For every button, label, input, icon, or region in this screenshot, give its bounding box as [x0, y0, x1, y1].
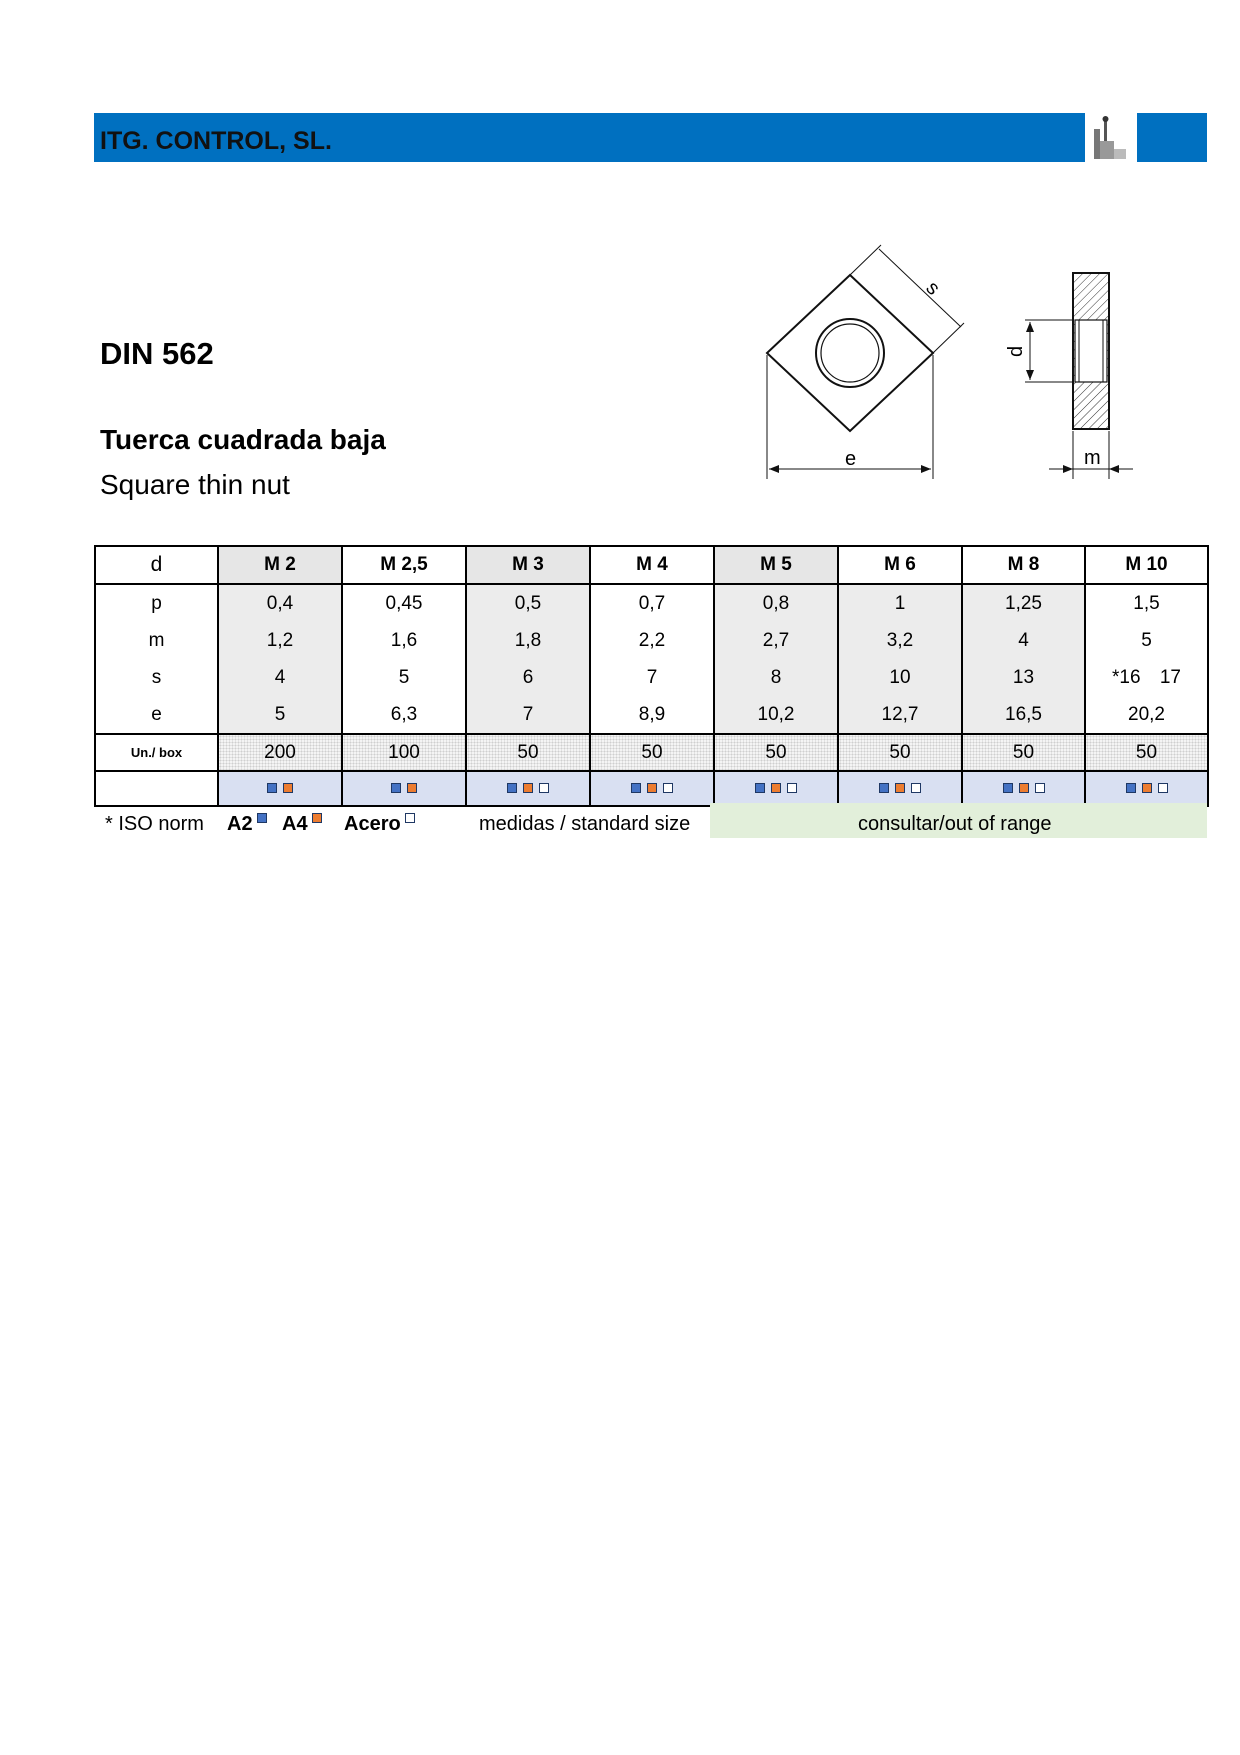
product-name-english: Square thin nut	[100, 469, 290, 500]
table-cell: 20,2	[1085, 696, 1208, 734]
table-cell: 0,7	[590, 584, 714, 622]
table-cell: 8	[714, 659, 838, 696]
table-cell: 5	[218, 696, 342, 734]
width-across-flats-row	[95, 659, 1208, 696]
table-cell: 5	[1085, 622, 1208, 659]
acero-square-icon	[911, 783, 921, 793]
legend-a4-label: A4	[282, 813, 308, 835]
table-cell: 3,2	[838, 622, 962, 659]
a2-square-icon	[755, 783, 765, 793]
row-label-empty	[95, 771, 218, 806]
table-cell: 8,9	[590, 696, 714, 734]
out-of-range-label: consultar/out of range	[858, 813, 1052, 835]
table-cell: 0,8	[714, 584, 838, 622]
table-cell: 13	[962, 659, 1085, 696]
table-cell: 2,7	[714, 622, 838, 659]
row-label-m: m	[95, 622, 218, 659]
table-cell: 0,5	[466, 584, 590, 622]
table-cell: 1,2	[218, 622, 342, 659]
a4-square-icon	[1019, 783, 1029, 793]
a4-square-icon	[647, 783, 657, 793]
table-cell: 50	[590, 734, 714, 771]
table-cell: 4	[218, 659, 342, 696]
table-cell: 1,8	[466, 622, 590, 659]
a2-square-icon	[507, 783, 517, 793]
dimension-m-label: m	[1084, 447, 1101, 469]
table-cell: 6,3	[342, 696, 466, 734]
table-cell: 10	[838, 659, 962, 696]
table-cell: 16,5	[962, 696, 1085, 734]
table-cell: 50	[1085, 734, 1208, 771]
materials-cell	[218, 771, 342, 806]
a4-square-icon	[283, 783, 293, 793]
size-header-row	[95, 546, 1208, 584]
row-label-d: d	[95, 546, 218, 584]
acero-square-icon	[787, 783, 797, 793]
a4-square-icon	[1142, 783, 1152, 793]
table-cell: 6	[466, 659, 590, 696]
a2-square-icon	[1003, 783, 1013, 793]
a4-square-icon	[523, 783, 533, 793]
materials-cell	[1085, 771, 1208, 806]
iso-value: *16	[1112, 667, 1141, 688]
table-cell: 1,6	[342, 622, 466, 659]
row-label-s: s	[95, 659, 218, 696]
size-header: M 2,5	[342, 546, 466, 584]
product-name-spanish: Tuerca cuadrada baja	[100, 424, 386, 455]
a2-square-icon	[257, 813, 267, 823]
a2-square-icon	[1126, 783, 1136, 793]
company-header-bar	[94, 113, 1207, 162]
row-label-box: Un./ box	[95, 734, 218, 771]
materials-cell	[342, 771, 466, 806]
acero-square-icon	[539, 783, 549, 793]
row-label-e: e	[95, 696, 218, 734]
table-cell: 1,25	[962, 584, 1085, 622]
table-cell: 1	[838, 584, 962, 622]
materials-cell	[466, 771, 590, 806]
din-value: 17	[1159, 667, 1181, 688]
table-cell: 50	[838, 734, 962, 771]
a4-square-icon	[771, 783, 781, 793]
size-header: M 6	[838, 546, 962, 584]
a4-square-icon	[312, 813, 322, 823]
table-cell: 0,4	[218, 584, 342, 622]
row-label-p: p	[95, 584, 218, 622]
legend-a4	[282, 813, 325, 836]
a2-square-icon	[631, 783, 641, 793]
size-header: M 3	[466, 546, 590, 584]
standard-size-label: medidas / standard size	[479, 813, 691, 835]
acero-square-icon	[405, 813, 415, 823]
table-cell: 100	[342, 734, 466, 771]
dimension-s-label: s	[921, 276, 945, 300]
a4-square-icon	[407, 783, 417, 793]
nut-technical-drawing	[765, 243, 1145, 483]
table-cell: 0,45	[342, 584, 466, 622]
table-cell: 7	[590, 659, 714, 696]
a2-square-icon	[391, 783, 401, 793]
table-cell: 5	[342, 659, 466, 696]
legend-row	[94, 803, 1207, 838]
company-logo	[1085, 113, 1137, 162]
table-cell: 50	[962, 734, 1085, 771]
size-header: M 5	[714, 546, 838, 584]
size-header: M 4	[590, 546, 714, 584]
a2-square-icon	[879, 783, 889, 793]
materials-cell	[962, 771, 1085, 806]
height-row	[95, 622, 1208, 659]
size-header: M 8	[962, 546, 1085, 584]
dimension-e-label: e	[845, 448, 857, 470]
units-per-box-row	[95, 734, 1208, 771]
table-cell: 1,5	[1085, 584, 1208, 622]
materials-row	[95, 771, 1208, 806]
materials-cell	[590, 771, 714, 806]
legend-acero	[344, 813, 418, 836]
product-code: DIN 562	[100, 336, 214, 371]
legend-acero-label: Acero	[344, 813, 401, 835]
table-cell: 50	[466, 734, 590, 771]
pitch-row	[95, 584, 1208, 622]
table-cell: 200	[218, 734, 342, 771]
width-across-corners-row	[95, 696, 1208, 734]
legend-a2	[227, 813, 270, 836]
table-cell: 50	[714, 734, 838, 771]
table-cell: 12,7	[838, 696, 962, 734]
table-cell-m10-s	[1085, 659, 1208, 696]
acero-square-icon	[1158, 783, 1168, 793]
dimension-d-label: d	[1005, 345, 1027, 357]
side-view	[1025, 273, 1133, 479]
a4-square-icon	[895, 783, 905, 793]
table-cell: 10,2	[714, 696, 838, 734]
dimensions-table	[94, 545, 1209, 807]
materials-cell	[714, 771, 838, 806]
iso-norm-note: * ISO norm	[105, 813, 204, 835]
table-cell: 4	[962, 622, 1085, 659]
size-header: M 2	[218, 546, 342, 584]
a2-square-icon	[267, 783, 277, 793]
acero-square-icon	[1035, 783, 1045, 793]
company-name: ITG. CONTROL, SL.	[100, 127, 332, 155]
legend-a2-label: A2	[227, 813, 253, 835]
table-cell: 7	[466, 696, 590, 734]
table-cell: 2,2	[590, 622, 714, 659]
acero-square-icon	[663, 783, 673, 793]
size-header: M 10	[1085, 546, 1208, 584]
materials-cell	[838, 771, 962, 806]
